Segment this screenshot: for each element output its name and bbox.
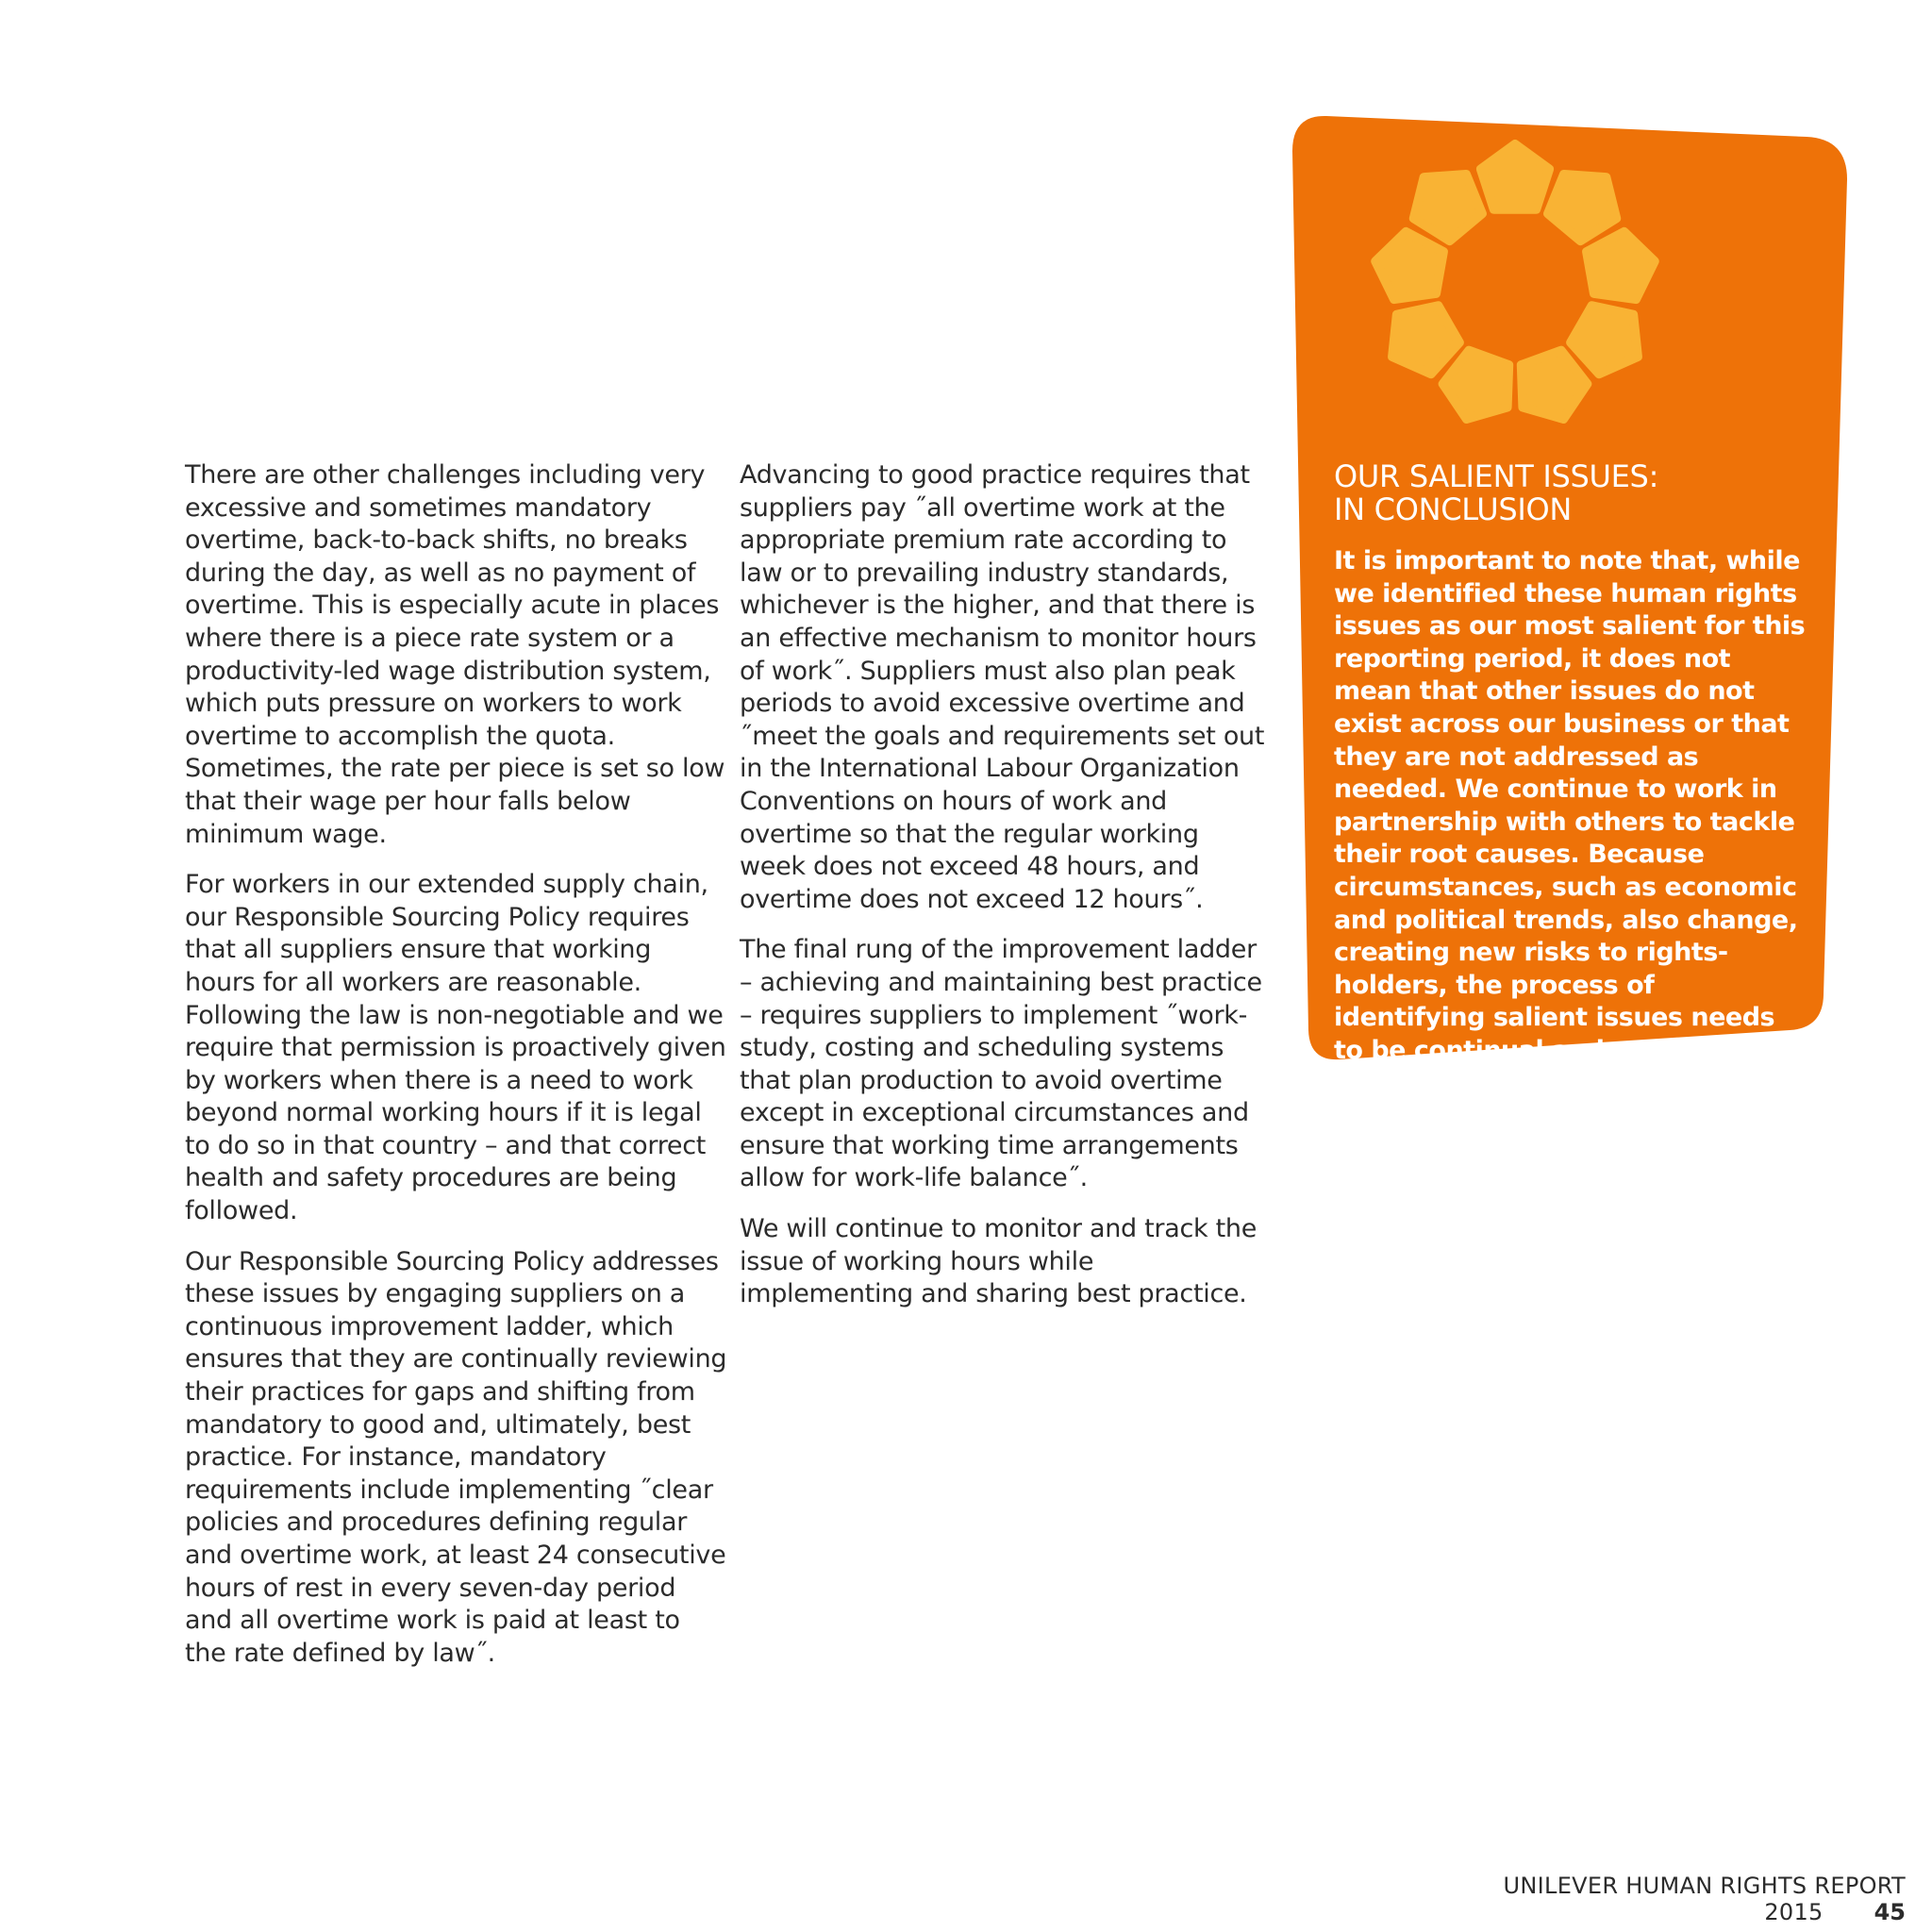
body-paragraph: There are other challenges including very excessive and sometimes mandatory overtime, back-to-back shifts, no breaks during the day, as well as no payment of overtime. This is especially acute in places where there is a piece rate system or a productivity-led wage distribution system, which puts pressure on workers to work overtime to accomplish the quota. Sometimes, the rate per piece is set so low that their wage per hour falls below minimum wage. [185, 460, 725, 849]
body-paragraph: For workers in our extended supply chain, our Responsible Sourcing Policy requires that all suppliers ensure that working hours for all workers are reasonable. Following the law is non-negotiable and we require that permission is proactively given by workers when there is a need to work beyond normal working hours if it is legal to do so in that country – and that correct health and safety procedures are being followed. [185, 870, 726, 1226]
panel-heading-line1: OUR SALIENT ISSUES: [1334, 458, 1659, 494]
middle-text-column [740, 459, 1268, 1329]
body-paragraph: The final rung of the improvement ladder – achieving and maintaining best practice – requires suppliers to implement ˝work-study, costing and scheduling systems that plan production to avoid overtime except in exceptional circumstances and ensure that working time arrangements allow for work-life balance˝. [740, 935, 1262, 1193]
page-number: 45 [1874, 1899, 1906, 1925]
body-paragraph: We will continue to monitor and track the issue of working hours while implementing and sharing best practice. [740, 1214, 1257, 1309]
panel-heading [1334, 460, 1806, 526]
body-paragraph: Our Responsible Sourcing Policy addresses these issues by engaging suppliers on a continuous improvement ladder, which ensures that they are continually reviewing their practices for gaps and shifting from mandatory to good and, ultimately, best practice. For instance, mandatory requirements include implementing ˝clear policies and procedures defining regular and overtime work, at least 24 consecutive hours of rest in every seven-day period and all overtime work is paid at least to the rate defined by law˝. [185, 1246, 727, 1668]
body-paragraph: Advancing to good practice requires that suppliers pay ˝all overtime work at the appropriate premium rate according to law or to prevailing industry standards, whichever is the higher, and that there is an effective mechanism to monitor hours of work˝. Suppliers must also plan peak periods to avoid excessive overtime and ˝meet the goals and requirements set out in the International Labour Organization Conventions on hours of work and overtime so that the regular working week does not exceed 48 hours, and overtime does not exceed 12 hours˝. [740, 460, 1265, 914]
panel-body: It is important to note that, while we identified these human rights issues as our most salient for this reporting period, it does not mean that other issues do not exist across our business or that they are not addressed as needed. We continue to work in partnership with others to tackle their root causes. Because circumstances, such as economic and political trends, also change, creating new risks to rights-holders, the process of identifying salient issues needs to be continual and evolving. [1334, 546, 1806, 1065]
panel-heading-line2: IN CONCLUSION [1334, 491, 1572, 527]
report-title: UNILEVER HUMAN RIGHTS REPORT 2015 [1503, 1873, 1906, 1925]
left-text-column [185, 459, 727, 1688]
panel-text [1334, 460, 1806, 1068]
page-footer [1377, 1873, 1906, 1925]
